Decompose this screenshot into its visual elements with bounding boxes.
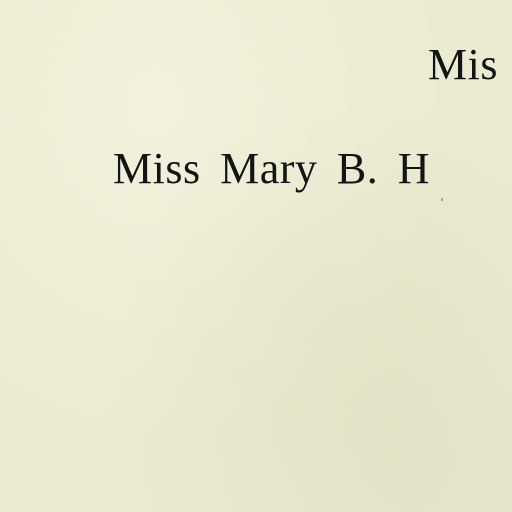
- text-line-1: Mis: [428, 40, 498, 89]
- paper-speck: [441, 198, 443, 201]
- text-line-2: Miss Mary B. H: [113, 144, 431, 193]
